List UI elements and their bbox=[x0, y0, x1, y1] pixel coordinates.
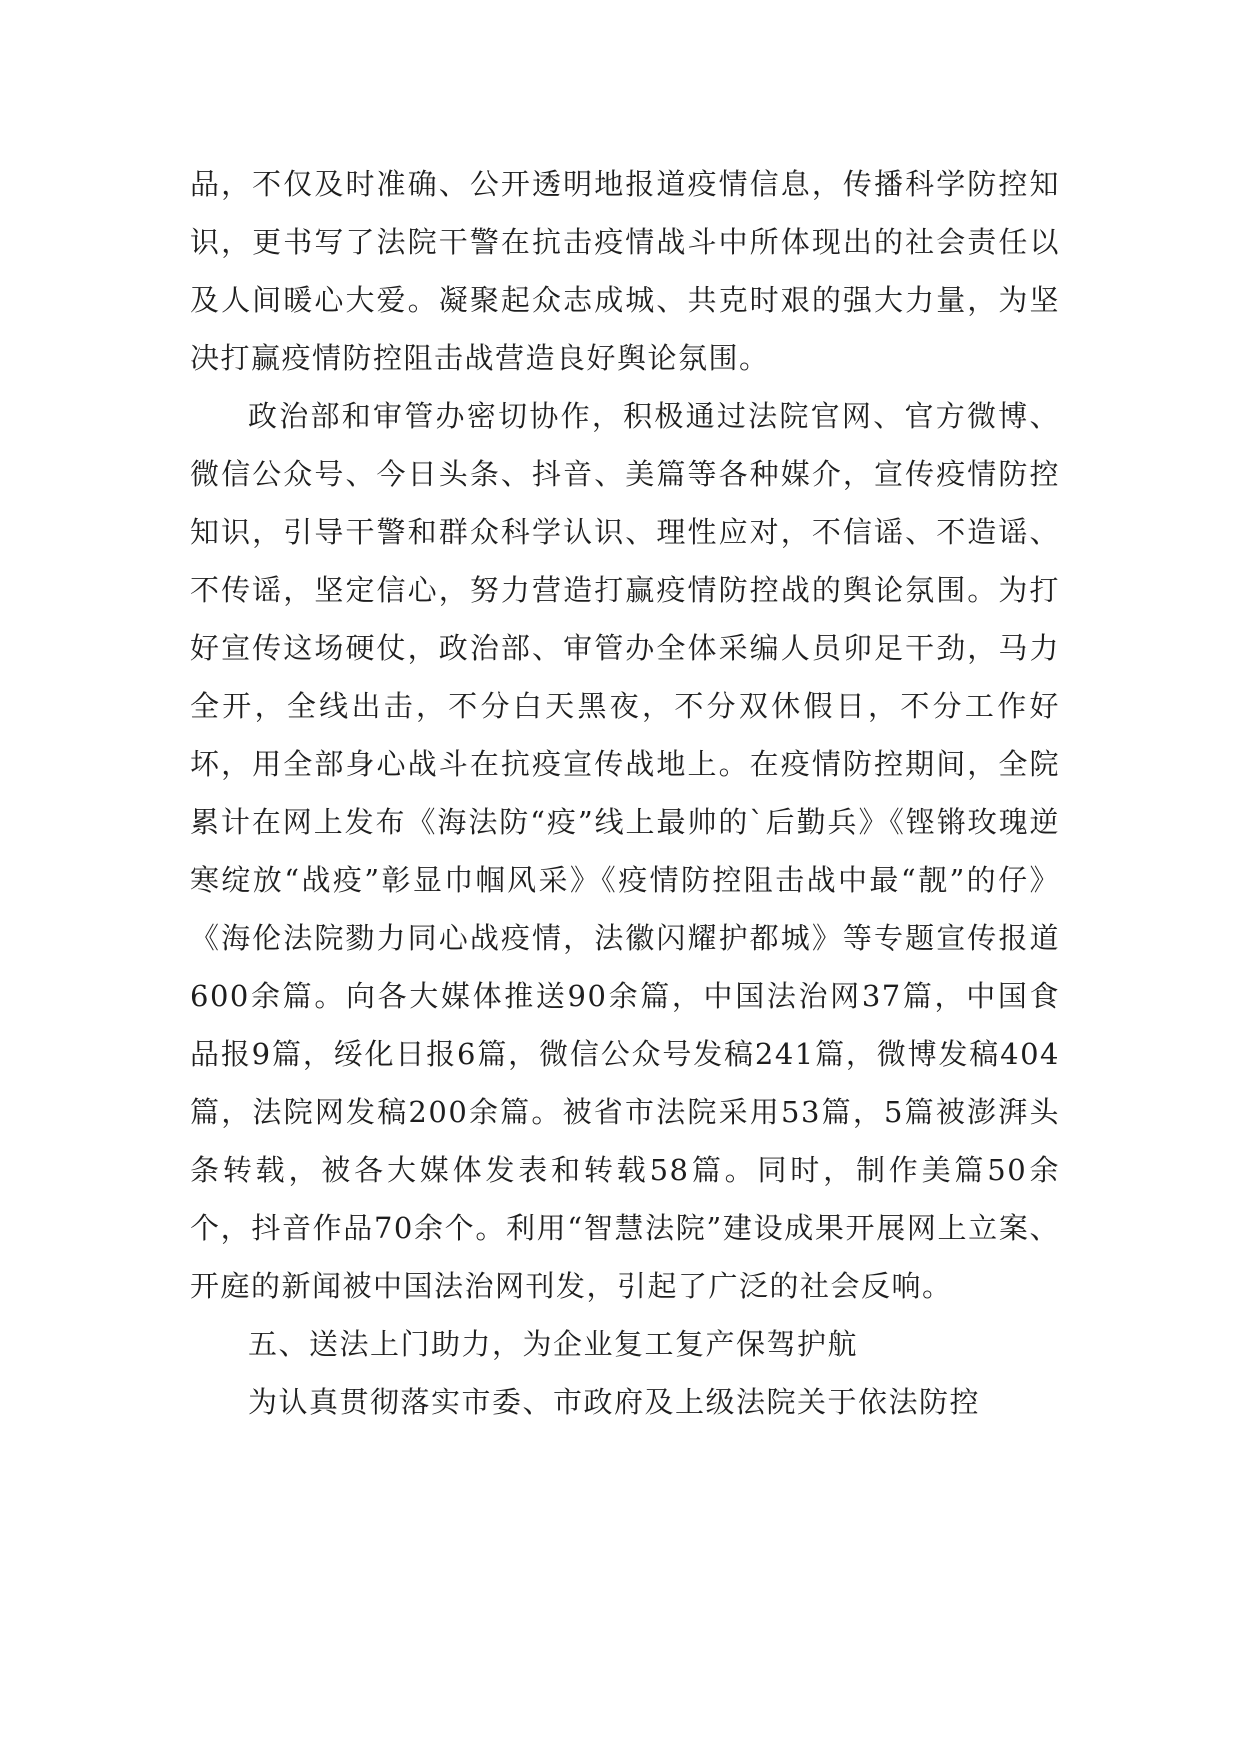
paragraph-publicity-work: 政治部和审管办密切协作，积极通过法院官网、官方微博、微信公众号、今日头条、抖音、美篇等各种媒介，宣传疫情防控知识，引导干警和群众科学认识、理性应对，不信谣、不造谣、不传谣，坚定信心，努力营造打赢疫情防控战的舆论氛围。为打好宣传这场硬仗，政治部、审管办全体采编人员卯足干劲，马力全开，全线出击，不分白天黑夜，不分双休假日，不分工作好坏，用全部身心战斗在抗疫宣传战地上。在疫情防控期间，全院累计在网上发布《海法防“疫”线上最帅的`后勤兵》《铿锵玫瑰逆寒绽放“战疫”彰显巾帼风采》《疫情防控阻击战中最“靓”的仔》《海伦法院勠力同心战疫情，法徽闪耀护都城》等专题宣传报道600余篇。向各大媒体推送90余篇，中国法治网37篇，中国食品报9篇，绥化日报6篇，微信公众号发稿241篇，微博发稿404篇，法院网发稿200余篇。被省市法院采用53篇，5篇被澎湃头条转载，被各大媒体发表和转载58篇。同时，制作美篇50余个，抖音作品70余个。利用“智慧法院”建设成果开展网上立案、开庭的新闻被中国法治网刊发，引起了广泛的社会反响。 bbox=[190, 399, 1060, 1303]
section-heading-five: 五、送法上门助力，为企业复工复产保驾护航 bbox=[248, 1327, 859, 1361]
document-body bbox=[190, 155, 1060, 1431]
paragraph-continuation: 品，不仅及时准确、公开透明地报道疫情信息，传播科学防控知识，更书写了法院干警在抗击疫情战斗中所体现出的社会责任以及人间暖心大爱。凝聚起众志成城、共克时艰的强大力量，为坚决打赢疫情防控阻击战营造良好舆论氛围。 bbox=[190, 167, 1060, 375]
paragraph-section-five-start: 为认真贯彻落实市委、市政府及上级法院关于依法防控 bbox=[248, 1385, 981, 1419]
